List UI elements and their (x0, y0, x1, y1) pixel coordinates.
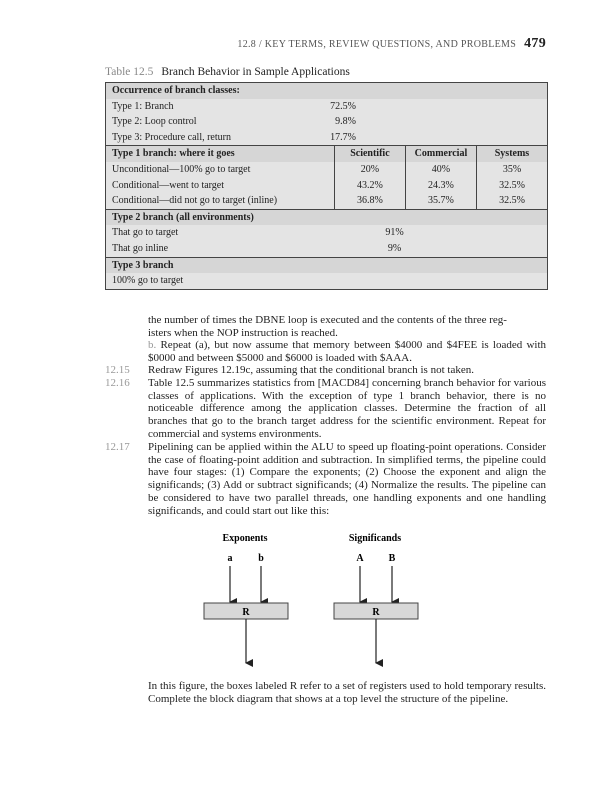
problem-number: 12.17 (105, 441, 130, 453)
col-scientific: Scientific (334, 146, 405, 162)
cell: 32.5% (476, 178, 547, 194)
problem-number: 12.16 (105, 377, 130, 389)
cell: 91% (385, 227, 404, 239)
problem-12-17: Pipelining can be applied within the ALU to speed up floating-point operations. Consider the case of floating-point addition and subtraction. In simplified terms, the pipeline could have four stages: (1) Compare the exponents; (2) Choose the exponent and align the significands; (3) Add or subtract significands; (4) Normalize the results. The pipeline can be considered to have two parallel threads, one handling exponents and one handling significands, and could start out like this: (148, 441, 546, 517)
type1-label: Unconditional—100% go to target (112, 163, 251, 175)
col-commercial: Commercial (405, 146, 476, 162)
problem-12-16: Table 12.5 summarizes statistics from [MACD84] concerning branch behavior for various classes of applications. With the exception of type 1 branch behavior, there is no noticeable difference among the application classes. Determine the fraction of all branches that go to the branch target address for the scientific environment. Repeat for commercial and systems environments. (148, 377, 546, 440)
occ-label: Type 2: Loop control (112, 116, 197, 128)
page-number: 479 (524, 36, 546, 51)
table-number: Table 12.5 (105, 66, 154, 78)
occ-value: 17.7% (330, 131, 356, 143)
cell: 24.3% (405, 178, 476, 194)
cell: 32.5% (476, 193, 547, 209)
significand-register-label: R (372, 607, 380, 618)
occurrence-heading: Occurrence of branch classes: (112, 85, 240, 96)
exponent-register-label: R (242, 607, 250, 618)
occ-label: Type 1: Branch (112, 100, 174, 112)
type2-heading: Type 2 branch (all environments) (112, 211, 254, 223)
type1-label: Conditional—did not go to target (inline) (112, 195, 278, 207)
cell: 43.2% (334, 178, 405, 194)
type1-heading: Type 1 branch: where it goes (112, 148, 235, 160)
occ-value: 9.8% (335, 116, 356, 128)
cell: 40% (405, 162, 476, 178)
occ-value: 72.5% (330, 100, 356, 112)
type3-label: 100% go to target (112, 275, 184, 287)
problem-12-15: Redraw Figures 12.19c, assuming that the conditional branch is not taken. (148, 364, 474, 376)
cell: 35.7% (405, 193, 476, 209)
type3-heading: Type 3 branch (112, 259, 174, 271)
table-title: Branch Behavior in Sample Applications (161, 66, 350, 78)
cont-line-2: isters when the NOP instruction is reached. (148, 326, 338, 339)
part-b-label: b. (148, 339, 157, 351)
input-b-label: b (258, 553, 264, 564)
cell: 35% (476, 162, 547, 178)
significands-label: Significands (348, 533, 402, 544)
occ-label: Type 3: Procedure call, return (112, 131, 231, 143)
closing-paragraph: In this figure, the boxes labeled R refer to a set of registers used to hold temporary results. Complete the block diagram that shows at a top level the structure of the pipeline. (148, 680, 546, 705)
exponents-label: Exponents (222, 533, 268, 544)
part-b-text: Repeat (a), but now assume that memory between $4000 and $4FEE is loaded with $0000 and between $5000 and $6000 is loaded with $AAA. (148, 339, 546, 364)
cont-line-1: the number of times the DBNE loop is executed and the contents of the three reg- (148, 314, 507, 326)
cell: 20% (334, 162, 405, 178)
cell: 36.8% (334, 193, 405, 209)
running-title: 12.8 / KEY TERMS, REVIEW QUESTIONS, AND PROBLEMS (237, 39, 517, 50)
input-A-label: A (356, 553, 364, 564)
cell: 9% (387, 242, 402, 254)
input-B-label: B (388, 553, 396, 564)
type2-label: That go to target (112, 227, 179, 239)
problem-number: 12.15 (105, 364, 130, 376)
input-a-label: a (227, 553, 233, 564)
type2-label: That go inline (112, 242, 169, 254)
col-systems: Systems (476, 146, 547, 162)
type1-label: Conditional—went to target (112, 179, 225, 191)
